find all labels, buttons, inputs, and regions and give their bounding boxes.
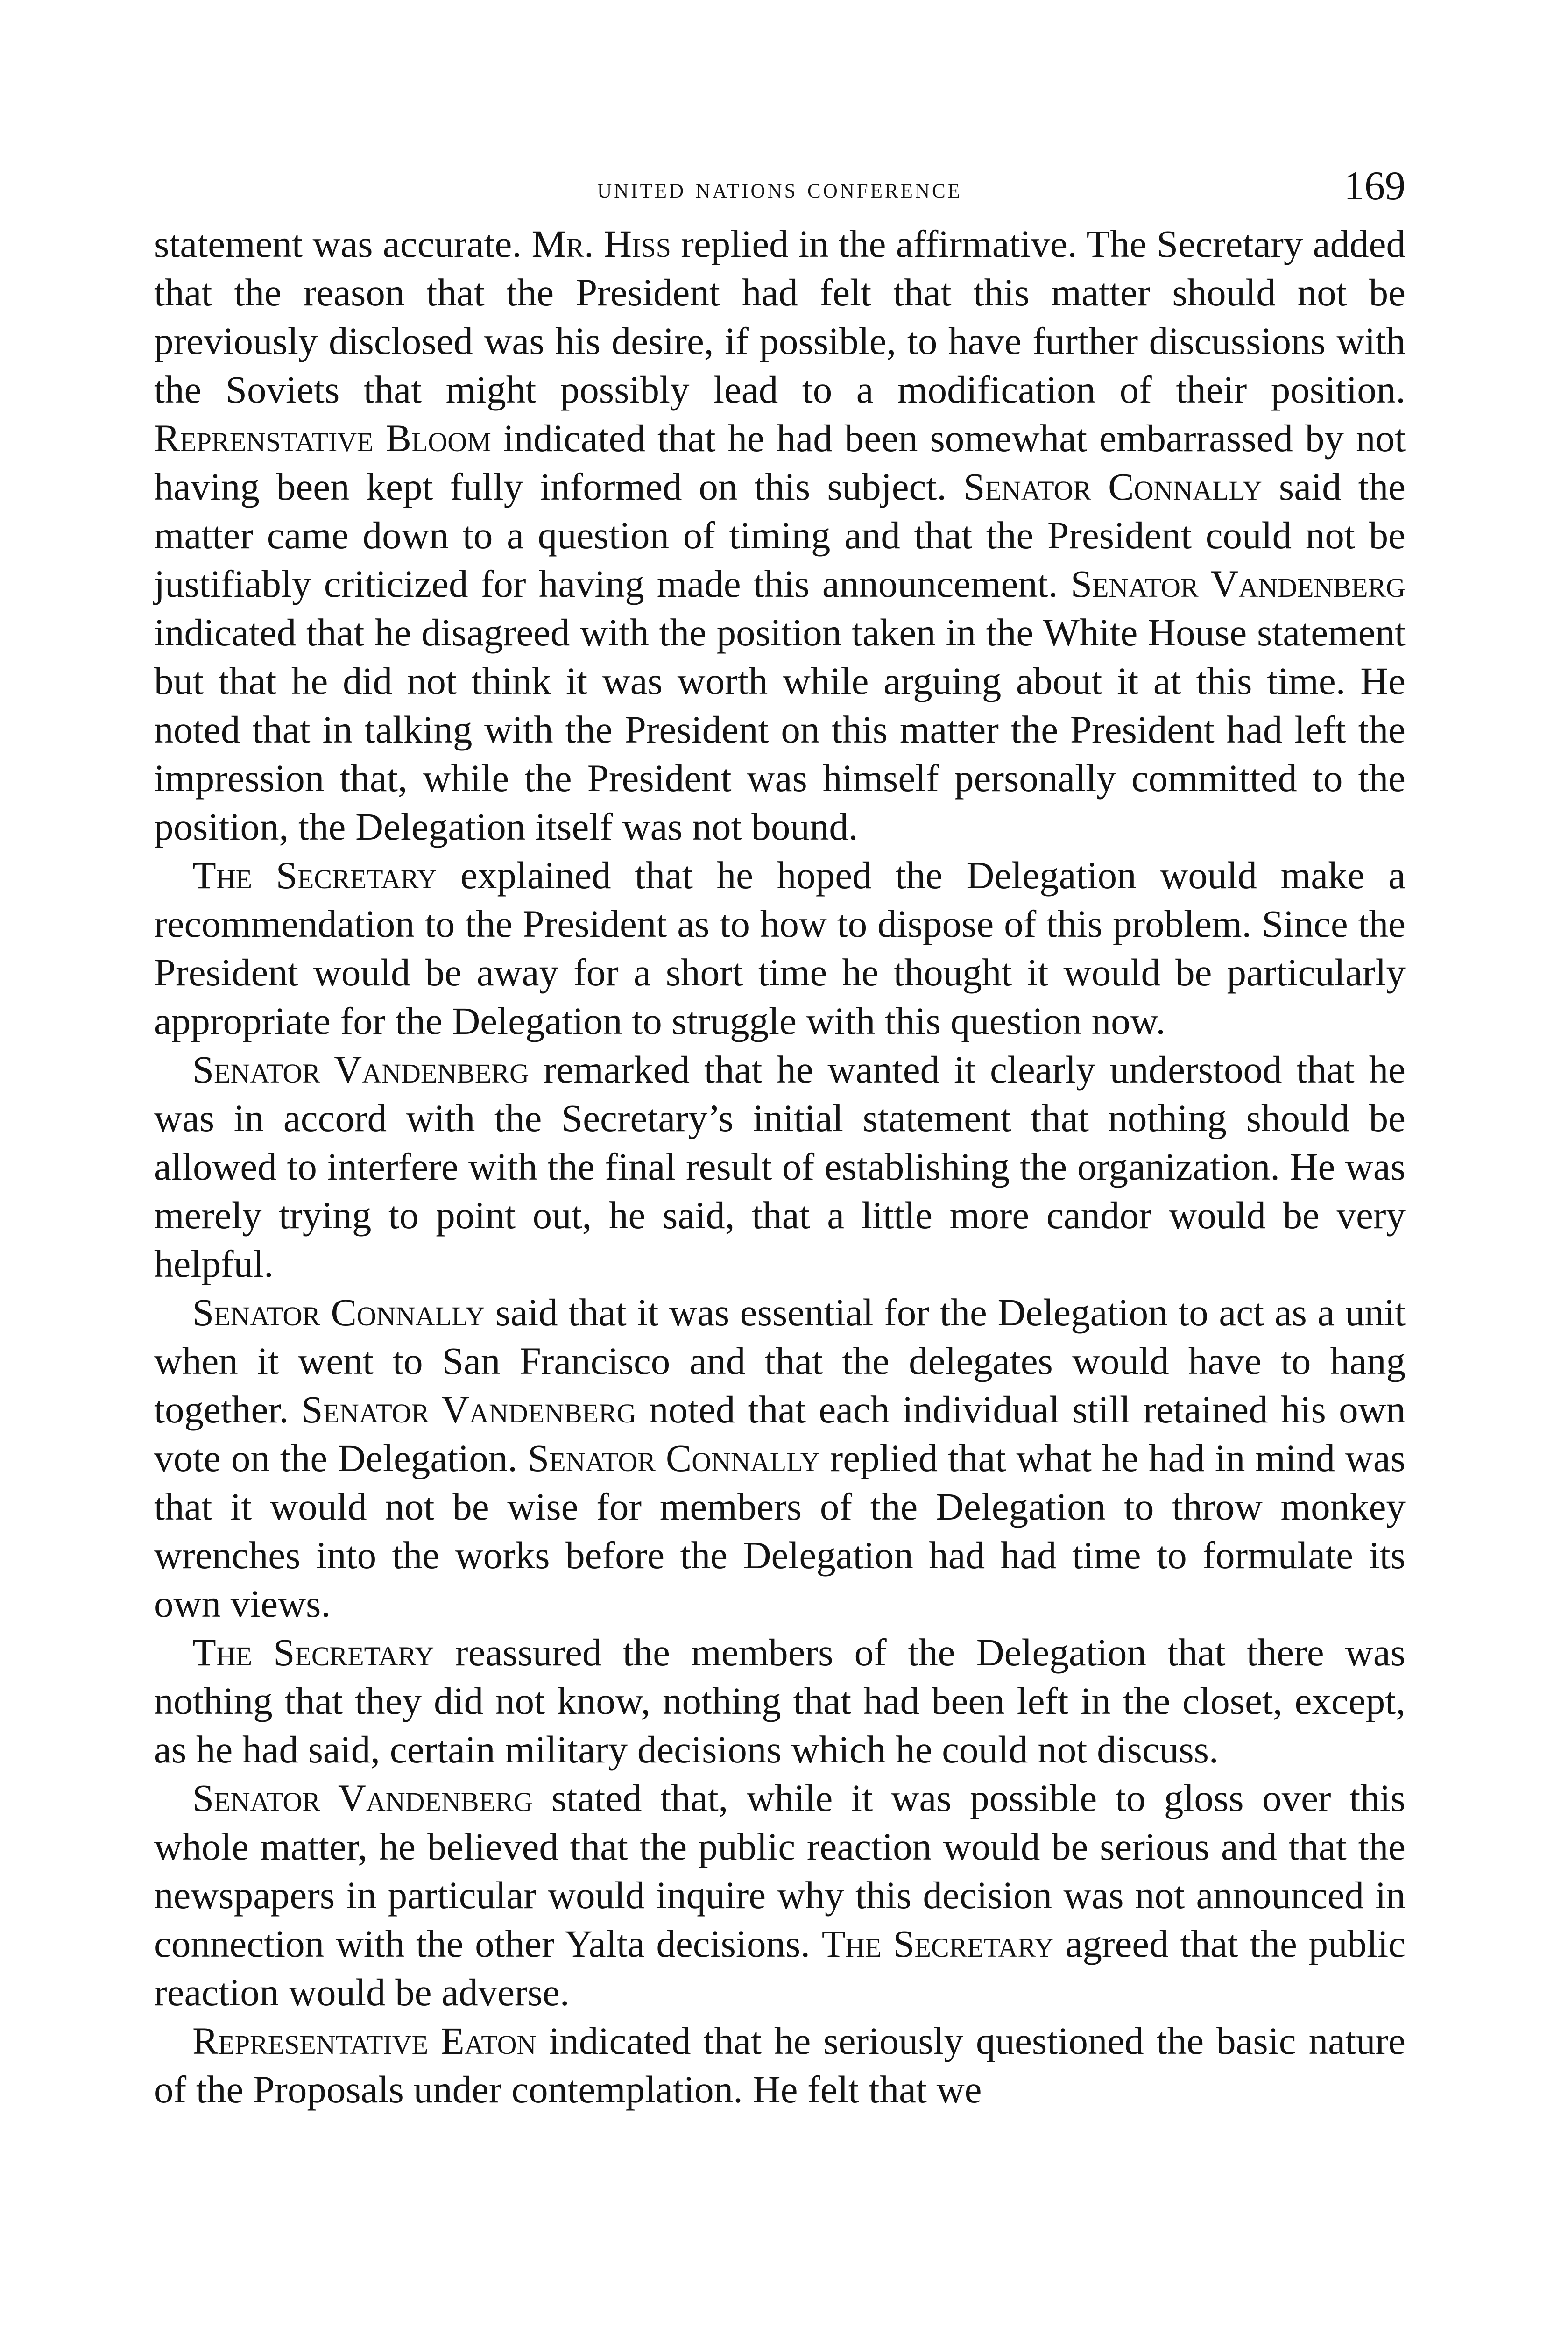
speaker-name: Senator Vandenberg — [1070, 562, 1406, 605]
text-run: replied in the affirmative. The Secretary added that the reason that the President had felt that this matter should not be previously disclosed was his desire, if possible, to have further discussions with the Soviets that might possibly lead to a modification of their position. — [154, 222, 1406, 411]
paragraph-4 — [154, 1288, 1406, 1628]
speaker-name: Senator Vandenberg — [301, 1388, 636, 1431]
speaker-name: Reprenstative Bloom — [154, 417, 491, 460]
paragraph-7 — [154, 2017, 1406, 2114]
text-run: agreed that the public reaction would be adverse. — [154, 1922, 1406, 2014]
document-page — [154, 154, 1406, 2114]
body-text — [154, 219, 1406, 2114]
paragraph-6 — [154, 1774, 1406, 2017]
page-number: 169 — [1344, 163, 1406, 209]
text-run: indicated that he seriously questioned the basic nature of the Proposals under contemplation. He felt that we — [154, 2019, 1406, 2111]
speaker-name: The Secretary — [821, 1922, 1054, 1965]
running-head — [154, 154, 1406, 219]
text-run: said that it was essential for the Delegation to act as a unit when it went to San Francisco and that the delegates would have to hang together. — [154, 1291, 1406, 1431]
speaker-name: Mr. Hiss — [531, 222, 671, 265]
speaker-name: The Secretary — [192, 854, 437, 897]
paragraph-3 — [154, 1045, 1406, 1288]
text-run: reassured the members of the Delegation that there was nothing that they did not know, nothing that had been left in the closet, except, as he had said, certain military decisions which he could not discuss. — [154, 1631, 1406, 1771]
speaker-name: Senator Vandenberg — [192, 1048, 529, 1091]
text-run: replied that what he had in mind was that it would not be wise for members of the Delegation to throw monkey wrenches into the works before the Delegation had had time to formulate its own views. — [154, 1436, 1406, 1625]
text-run: indicated that he disagreed with the position taken in the White House statement but that he did not think it was worth while arguing about it at this time. He noted that in talking with the President on this matter the President had left the impression that, while the President was himself personally committed to the position, the Delegation itself was not bound. — [154, 611, 1406, 848]
speaker-name: Representative Eaton — [192, 2019, 537, 2062]
paragraph-1 — [154, 219, 1406, 851]
text-run: indicated that he had been somewhat embarrassed by not having been kept fully informed on this subject. — [154, 417, 1406, 508]
paragraph-2 — [154, 851, 1406, 1045]
text-run: said the matter came down to a question of timing and that the President could not be justifiably criticized for having made this announcement. — [154, 465, 1406, 605]
speaker-name: The Secretary — [192, 1631, 434, 1674]
speaker-name: Senator Vandenberg — [192, 1776, 533, 1819]
running-title: united nations conference — [597, 172, 962, 204]
paragraph-5 — [154, 1628, 1406, 1774]
text-run: explained that he hoped the Delegation would make a recommendation to the President as to how to dispose of this problem. Since the President would be away for a short time he thought it would be particularly appropriate for the Delegation to struggle with this question now. — [154, 854, 1406, 1042]
speaker-name: Senator Connally — [528, 1436, 820, 1479]
text-run: stated that, while it was possible to gloss over this whole matter, he believed that the public reaction would be serious and that the newspapers in particular would inquire why this decision was not announced in connection with the other Yalta decisions. — [154, 1776, 1406, 1965]
text-run: statement was accurate. — [154, 222, 532, 265]
speaker-name: Senator Connally — [963, 465, 1262, 508]
text-run: noted that each individual still retained his own vote on the Delegation. — [154, 1388, 1406, 1479]
speaker-name: Senator Connally — [192, 1291, 485, 1334]
text-run: remarked that he wanted it clearly understood that he was in accord with the Secretary’s initial statement that nothing should be allowed to interfere with the final result of establishing the organization. He was merely trying to point out, he said, that a little more candor would be very helpful. — [154, 1048, 1406, 1285]
